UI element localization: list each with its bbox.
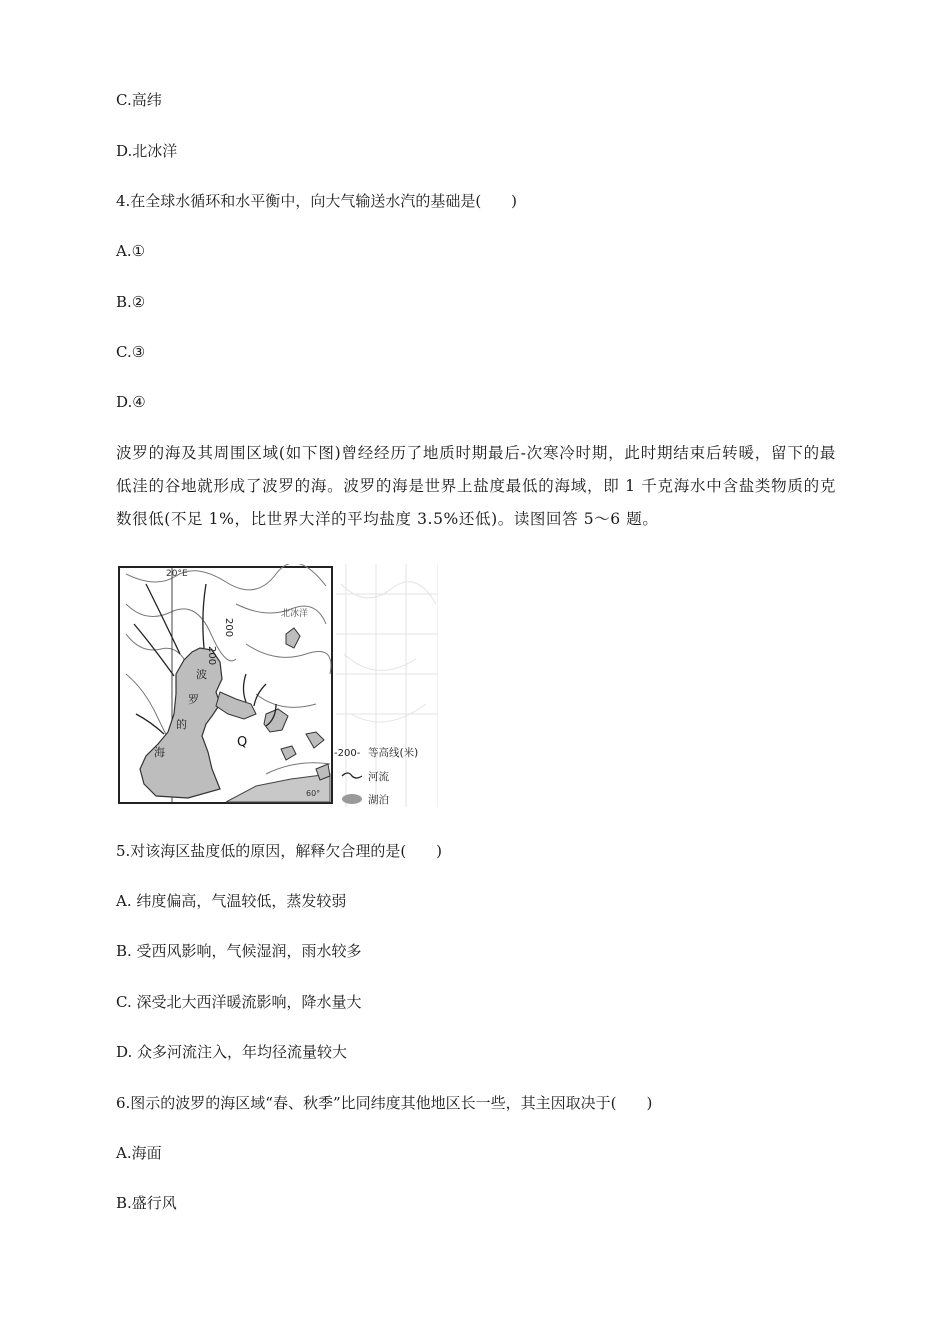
q4-option-d: D.④	[116, 393, 146, 411]
q4-option-c: C.③	[116, 343, 146, 361]
q3-option-c: C.高纬	[116, 91, 162, 109]
contour-label-2: 200	[223, 618, 234, 638]
legend-contour-text: 等高线(米)	[368, 747, 419, 759]
map-svg	[116, 564, 438, 807]
q4-stem: 4.在全球水循环和水平衡中，向大气输送水汽的基础是( )	[116, 192, 518, 210]
contour-label-1: 200	[206, 646, 217, 666]
legend-river-symbol	[342, 773, 362, 778]
legend-river-text: 河流	[368, 771, 389, 783]
q5-option-a: A. 纬度偏高，气温较低，蒸发较弱	[116, 892, 347, 910]
q6-stem: 6.图示的波罗的海区域“春、秋季”比同纬度其他地区长一些，其主因取决于( )	[116, 1094, 653, 1112]
passage: 波罗的海及其周围区域(如下图)曾经经历了地质时期最后-次寒冷时期，此时期结束后转暖，留下的最低洼的谷地就形成了波罗的海。波罗的海是世界上盐度最低的海域，即 1 千克海水中含盐类物质的克数很低(不足 1%，比世界大洋的平均盐度 3.5%还低)。读图回答 5～6 题。	[116, 444, 836, 528]
q5-option-b: B. 受西风影响，气候湿润，雨水较多	[116, 942, 362, 960]
baltic-map	[116, 564, 438, 807]
legend-lake-symbol	[342, 794, 362, 804]
q4-option-a: A.①	[116, 242, 146, 260]
lat-label: 60°	[306, 789, 321, 798]
sea-char-2: 罗	[188, 693, 199, 706]
q5-option-c: C. 深受北大西洋暖流影响，降水量大	[116, 993, 362, 1011]
sea-char-4: 海	[154, 746, 165, 759]
lon-label: 20°E	[166, 569, 188, 579]
q6-option-a: A.海面	[116, 1144, 162, 1162]
q4-option-b: B.②	[116, 293, 146, 311]
q5-stem: 5.对该海区盐度低的原因，解释欠合理的是( )	[116, 842, 443, 860]
q3-option-d: D.北冰洋	[116, 142, 178, 160]
sea-char-1: 波	[196, 668, 207, 681]
point-q-label: Q	[237, 735, 248, 750]
legend-contour-value: -200-	[334, 748, 361, 759]
q5-option-d: D. 众多河流注入，年均径流量较大	[116, 1043, 348, 1061]
q6-option-b: B.盛行风	[116, 1194, 177, 1212]
sea-char-3: 的	[176, 718, 187, 731]
north-sea-label: 北冰洋	[281, 609, 309, 619]
legend-lake-text: 湖泊	[368, 794, 389, 806]
